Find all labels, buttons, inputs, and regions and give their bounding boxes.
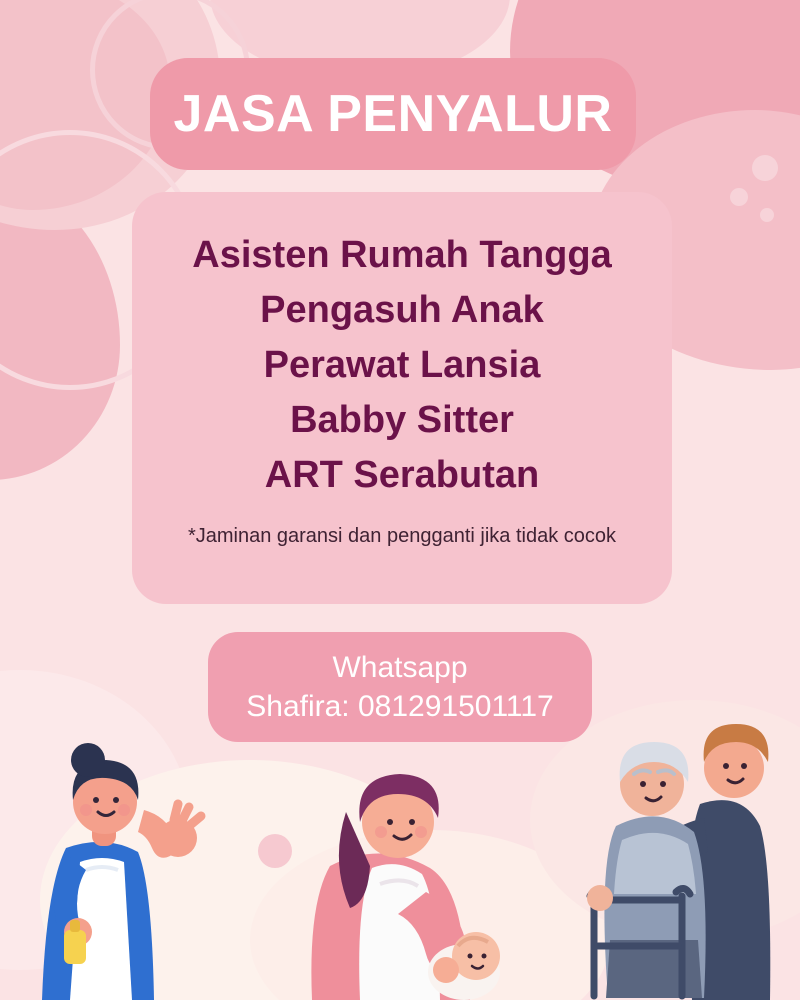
decorative-dot-two: [730, 188, 748, 206]
maid-waving-illustration: [6, 720, 236, 1000]
contact-phone-number[interactable]: Shafira: 081291501117: [246, 690, 554, 723]
decorative-dot-one: [752, 155, 778, 181]
contact-channel-label: Whatsapp: [332, 651, 468, 684]
page-title: JASA PENYALUR: [173, 85, 613, 143]
services-card: [132, 192, 672, 604]
contact-card[interactable]: [208, 632, 592, 742]
service-item: Pengasuh Anak: [260, 289, 544, 332]
service-item: Babby Sitter: [290, 399, 514, 442]
caregiver-with-elderly-illustration: [564, 700, 794, 1000]
service-item: Asisten Rumah Tangga: [192, 234, 612, 276]
service-item: ART Serabutan: [264, 454, 540, 497]
decorative-dot-three: [760, 208, 774, 222]
poster-title-card: [150, 58, 636, 170]
service-item: Perawat Lansia: [263, 344, 541, 387]
guarantee-note: *Jaminan garansi dan pengganti jika tidak cocok: [187, 525, 617, 548]
mother-with-baby-illustration: [286, 760, 536, 1000]
